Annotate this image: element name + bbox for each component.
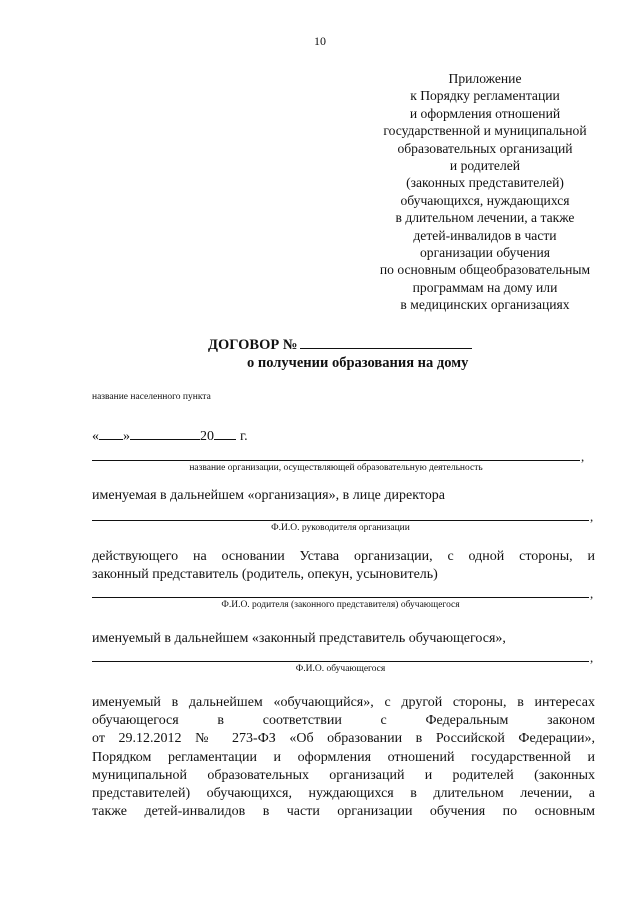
settlement-caption: название населенного пункта	[92, 392, 211, 402]
student-name-field[interactable]	[92, 661, 589, 662]
year-prefix: 20	[200, 429, 214, 444]
student-caption: Ф.И.О. обучающегося	[295, 664, 386, 674]
parent-name-field[interactable]	[92, 597, 589, 598]
paragraph-line: законный представитель (родитель, опекун, усыновитель)	[92, 567, 438, 583]
appendix-line: государственной и муниципальной	[383, 123, 587, 139]
organization-name-field[interactable]	[92, 460, 580, 461]
organization-caption: название организации, осуществляющей образовательную деятельность	[189, 463, 483, 473]
appendix-line: организации обучения	[419, 245, 551, 261]
director-caption: Ф.И.О. руководителя организации	[271, 523, 410, 533]
director-name-field[interactable]	[92, 520, 589, 521]
student-comma: ,	[590, 650, 594, 665]
appendix-block	[335, 70, 635, 314]
paragraph-line: муниципальной образовательных организаций и родителей (законных	[92, 767, 595, 783]
contract-title-text: ДОГОВОР №	[208, 337, 298, 353]
parent-comma: ,	[590, 586, 594, 601]
parent-caption: Ф.И.О. родителя (законного представителя) обучающегося	[221, 600, 460, 610]
appendix-line: по основным общеобразовательным	[379, 262, 591, 278]
acting-paragraph	[92, 548, 595, 584]
appendix-line: обучающихся, нуждающихся	[400, 192, 570, 208]
body-paragraph	[92, 694, 595, 821]
organization-comma: ,	[581, 449, 585, 464]
paragraph-line: представителей) обучающихся, нуждающихся в длительном лечении, а	[92, 785, 595, 801]
date-line	[92, 427, 248, 445]
appendix-line: образовательных организаций	[397, 140, 573, 156]
appendix-line: программам на дому или	[412, 279, 558, 295]
appendix-line: и оформления отношений	[409, 105, 561, 121]
page-number: 10	[314, 34, 326, 48]
appendix-line: в длительном лечении, а также	[395, 210, 575, 226]
paragraph-line: Порядком регламентации и оформления отношений государственной и	[92, 749, 595, 765]
day-field[interactable]	[99, 427, 123, 440]
hereinafter-organization-text: именуемая в дальнейшем «организация», в лице директора	[92, 488, 445, 503]
appendix-line: к Порядку регламентации	[410, 88, 560, 104]
date-close-quote: »	[123, 429, 130, 444]
contract-subtitle: о получении образования на дому	[247, 355, 469, 371]
month-field[interactable]	[130, 427, 200, 440]
paragraph-line: именуемый в дальнейшем «обучающийся», с другой стороны, в интересах	[92, 695, 595, 710]
paragraph-line: обучающегося в соответствии с Федеральным законом	[92, 713, 595, 729]
appendix-line: (законных представителей)	[406, 175, 564, 191]
appendix-line: детей-инвалидов в части	[413, 227, 557, 243]
date-open-quote: «	[92, 429, 99, 444]
paragraph-line: действующего на основании Устава организации, с одной стороны, и	[92, 549, 595, 564]
appendix-line: и родителей	[449, 158, 521, 174]
paragraph-line: от 29.12.2012 № 273-ФЗ «Об образовании в Российской Федерации»,	[92, 731, 595, 747]
year-field[interactable]	[214, 427, 236, 440]
year-suffix: г.	[240, 429, 248, 444]
contract-title	[208, 334, 472, 354]
appendix-line: Приложение	[448, 71, 522, 86]
paragraph-line: также детей-инвалидов в части организации обучения по основным	[92, 804, 595, 820]
appendix-line: в медицинских организациях	[400, 297, 570, 313]
director-comma: ,	[590, 509, 594, 524]
contract-number-field[interactable]	[300, 334, 472, 349]
hereinafter-parent-text: именуемый в дальнейшем «законный представитель обучающегося»,	[92, 631, 506, 646]
